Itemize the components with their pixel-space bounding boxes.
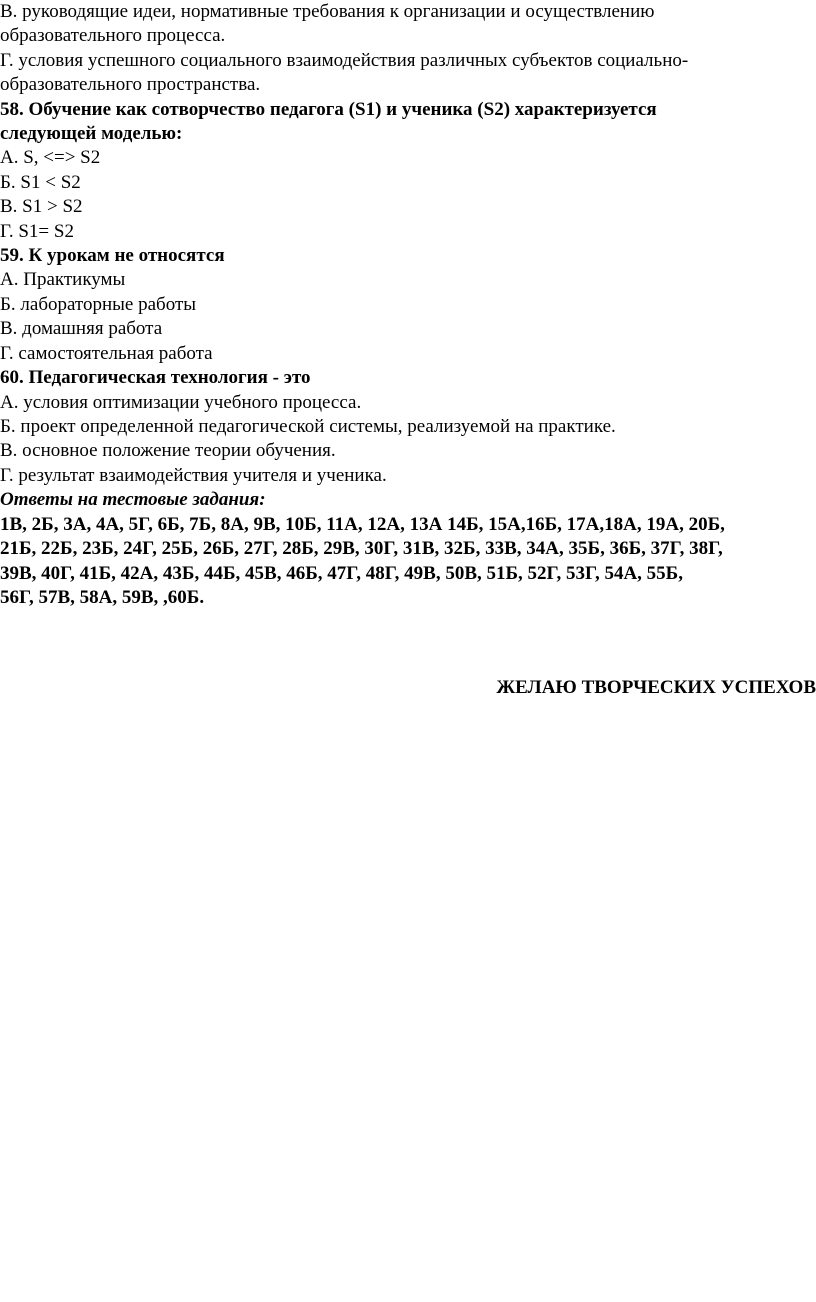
question-60-title: 60. Педагогическая технология - это	[0, 367, 311, 389]
closing-wish: ЖЕЛАЮ ТВОРЧЕСКИХ УСПЕХОВ	[496, 677, 816, 698]
question-59-option-v: В. домашняя работа	[0, 318, 163, 340]
question-59-option-a: А. Практикумы	[0, 269, 126, 291]
option-v-line-1: В. руководящие идеи, нормативные требования к организации и осуществлению	[0, 1, 655, 22]
answers-line-1: 1В, 2Б, 3А, 4А, 5Г, 6Б, 7Б, 8А, 9В, 10Б, 11А, 12А, 13А 14Б, 15А,16Б, 17А,18А, 19А, 20Б,	[0, 513, 725, 535]
answers-line-3: 39В, 40Г, 41Б, 42А, 43Б, 44Б, 45В, 46Б, 47Г, 48Г, 49В, 50В, 51Б, 52Г, 53Г, 54А, 55Б,	[0, 562, 683, 584]
option-g-line-1: Г. условия успешного социального взаимодействия различных субъектов социально-	[0, 49, 689, 71]
answers-line-2: 21Б, 22Б, 23Б, 24Г, 25Б, 26Б, 27Г, 28Б, 29В, 30Г, 31В, 32Б, 33В, 34А, 35Б, 36Б, 37Г, 38Г,	[0, 538, 723, 560]
question-60-option-b: Б. проект определенной педагогической системы, реализуемой на практике.	[0, 415, 616, 437]
answers-line-4: 56Г, 57В, 58А, 59В, ,60Б.	[0, 587, 205, 609]
question-58-option-a: А. S, <=> S2	[0, 147, 101, 169]
document-content	[0, 0, 816, 611]
question-58-title-2: следующей моделью:	[0, 123, 183, 145]
question-60-option-g: Г. результат взаимодействия учителя и ученика.	[0, 464, 387, 486]
question-60-option-a: А. условия оптимизации учебного процесса.	[0, 391, 362, 413]
option-v-line-2: образовательного процесса.	[0, 25, 226, 47]
answers-heading: Ответы на тестовые задания:	[0, 489, 266, 511]
question-58-title-1: 58. Обучение как сотворчество педагога (S1) и ученика (S2) характеризуется	[0, 98, 657, 120]
question-58-option-v: В. S1 > S2	[0, 196, 83, 218]
question-59-option-b: Б. лабораторные работы	[0, 293, 197, 315]
question-58-option-b: Б. S1 < S2	[0, 171, 81, 193]
question-59-title: 59. К урокам не относятся	[0, 245, 225, 267]
option-g-line-2: образовательного пространства.	[0, 74, 261, 96]
question-60-option-v: В. основное положение теории обучения.	[0, 440, 336, 462]
question-59-option-g: Г. самостоятельная работа	[0, 342, 213, 364]
question-58-option-g: Г. S1= S2	[0, 220, 74, 242]
